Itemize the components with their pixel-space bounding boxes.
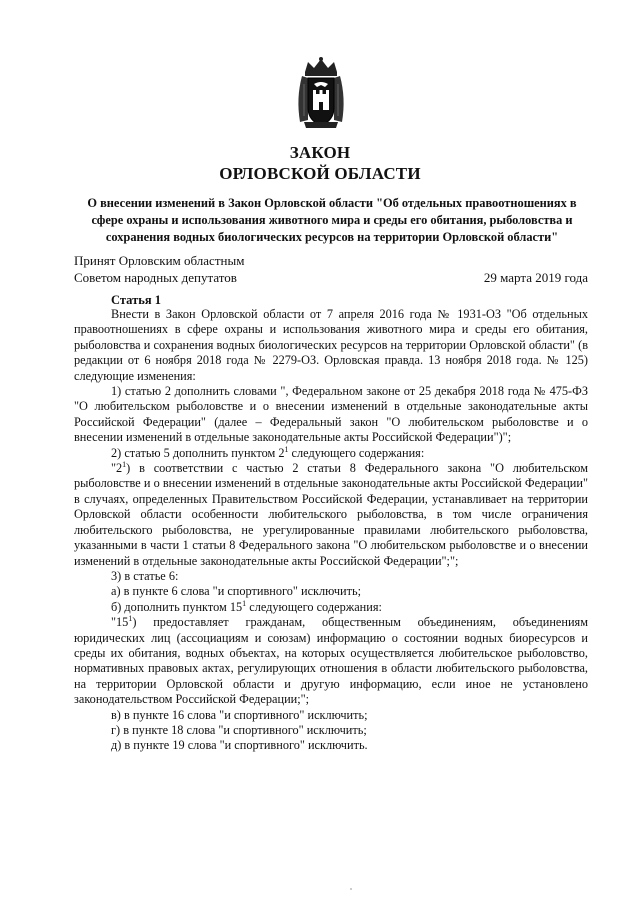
adoption-line-2: Советом народных депутатов — [74, 270, 237, 285]
amendment-item-3a: а) в пункте 6 слова "и спортивного" исключить; — [111, 584, 362, 599]
article-heading: Статья 1 — [111, 293, 161, 307]
adoption-note — [74, 252, 244, 286]
article-body — [74, 307, 588, 754]
adoption-date: 29 марта 2019 года — [483, 270, 588, 285]
amendment-quote-15-1: "$15^1$) предоставляет гражданам, общественным объединениям, объединениям юридических лиц (ассоциациям и союзам) информацию о состоянии водных биоресурсов и среды их обитания, водных объектах, на которых осуществляется любительское рыболовство, нормативных правовых актах, регулирующих отношения в области любительского рыболовства, на территории Орловской области и другую информацию, если иное не установлено законодательством Российской Федерации;"; — [74, 614, 588, 707]
amendment-item-3b: б) дополнить пунктом $15^1$ следующего содержания: — [111, 598, 382, 614]
amendment-item-2: 2) статью 5 дополнить пунктом $2^1$ следующего содержания: — [111, 444, 425, 460]
amendment-item-3v: в) в пункте 16 слова "и спортивного" исключить; — [111, 707, 368, 722]
amendment-item-3g: г) в пункте 18 слова "и спортивного" исключить; — [111, 722, 367, 737]
scan-speck — [350, 888, 352, 890]
amendment-item-1: 1) статью 2 дополнить словами ", Федеральном законе от 25 декабря 2018 года № 475-ФЗ "О любительском рыболовстве и о внесении изменений в отдельные законодательные акты Российской Федерации" (далее – Федеральный закон "О любительском рыболовстве и о внесении изменений в отдельные законодательные акты Российской Федерации")"; — [74, 384, 588, 445]
article-intro: Внести в Закон Орловской области от 7 апреля 2016 года № 1931-ОЗ "Об отдельных правоотношениях в сфере охраны и использования животного мира и среды его обитания, рыболовства и сохранения водных биологических ресурсов на территории Орловской области" (в редакции от 6 ноября 2018 года № 2279-ОЗ. Орловская правда. 13 ноября 2018 года. № 125) следующие изменения: — [74, 307, 588, 383]
amendment-item-3d: д) в пункте 19 слова "и спортивного" исключить. — [111, 738, 368, 753]
law-subject: О внесении изменений в Закон Орловской области "Об отдельных правоотношениях в сфере охраны и использования животного мира и среды его обитания, рыболовства и сохранения водных биологических ресурсов на территории Орловской области" — [87, 196, 577, 244]
coat-of-arms-icon — [292, 56, 350, 132]
law-title: ЗАКОН — [289, 143, 351, 162]
amendment-quote-2-1: "$2^1$) в соответствии с частью 2 статьи 8 Федерального закона "О любительском рыболовстве и о внесении изменений в отдельные законодательные акты Российской Федерации" в случаях, определенных Правительством Российской Федерации, устанавливает на территории Орловской области особенности любительского рыболовства, в том числе ограничения любительского рыболовства, не урегулированные правилами любительского рыболовства, указанными в части 1 статьи 8 Федерального закона "О любительском рыболовстве и о внесении изменений в отдельные законодательные акты Российской Федерации";"; — [74, 459, 588, 568]
amendment-item-3: 3) в статье 6: — [111, 568, 179, 583]
region-title: ОРЛОВСКОЙ ОБЛАСТИ — [219, 164, 421, 183]
adoption-line-1: Принят Орловским областным — [74, 253, 245, 268]
